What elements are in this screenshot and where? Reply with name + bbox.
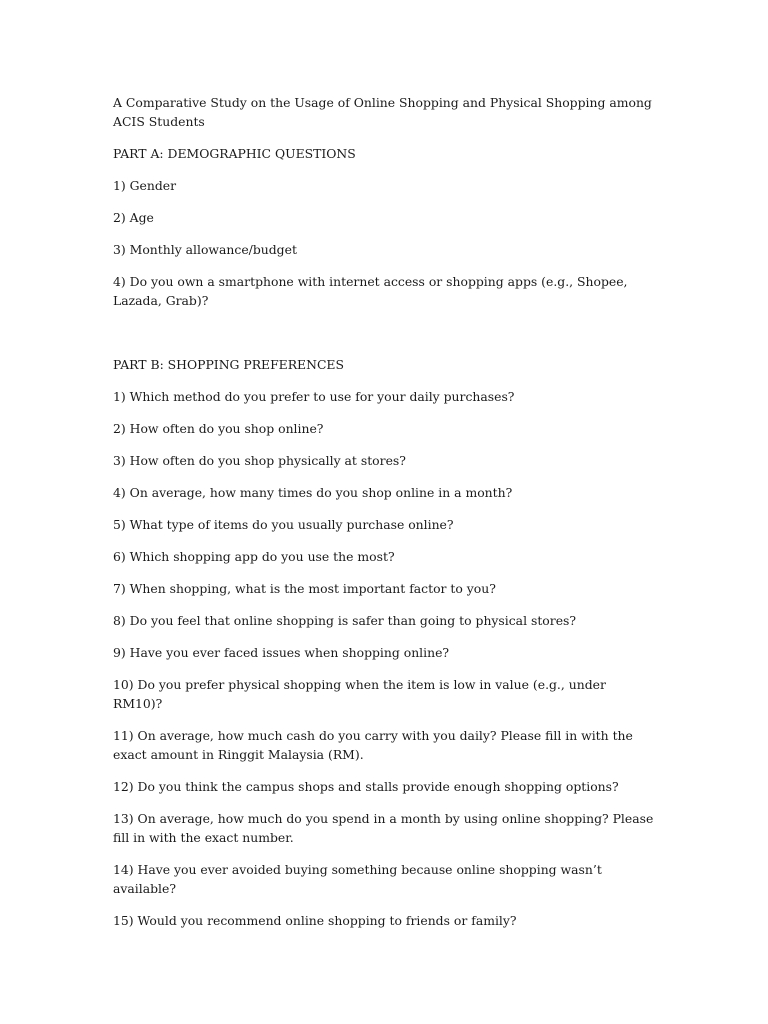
part-b-question-10: 10) Do you prefer physical shopping when the item is low in value (e.g., under RM10)? bbox=[113, 677, 606, 711]
part-b-question-2: 2) How often do you shop online? bbox=[113, 421, 324, 436]
part-b-question-6: 6) Which shopping app do you use the most? bbox=[113, 549, 395, 564]
document-title: A Comparative Study on the Usage of Online Shopping and Physical Shopping among ACIS Students bbox=[113, 95, 652, 129]
part-b-question-14: 14) Have you ever avoided buying something because online shopping wasn’t available? bbox=[113, 862, 602, 896]
part-b-question-8: 8) Do you feel that online shopping is safer than going to physical stores? bbox=[113, 613, 577, 628]
part-b-heading: PART B: SHOPPING PREFERENCES bbox=[113, 357, 344, 372]
part-a-question-4: 4) Do you own a smartphone with internet access or shopping apps (e.g., Shopee, Lazada, Grab)? bbox=[113, 274, 628, 308]
part-b-question-7: 7) When shopping, what is the most important factor to you? bbox=[113, 581, 496, 596]
part-a-question-3: 3) Monthly allowance/budget bbox=[113, 242, 297, 257]
part-b-question-5: 5) What type of items do you usually purchase online? bbox=[113, 517, 454, 532]
part-b-question-1: 1) Which method do you prefer to use for your daily purchases? bbox=[113, 389, 515, 404]
part-a-question-2: 2) Age bbox=[113, 210, 154, 225]
part-b-question-11: 11) On average, how much cash do you carry with you daily? Please fill in with the exact amount in Ringgit Malaysia (RM). bbox=[113, 728, 633, 762]
part-b-question-13: 13) On average, how much do you spend in a month by using online shopping? Please fill in with the exact number. bbox=[113, 811, 654, 845]
part-b-question-3: 3) How often do you shop physically at stores? bbox=[113, 453, 406, 468]
part-b-question-9: 9) Have you ever faced issues when shopping online? bbox=[113, 645, 450, 660]
part-b-question-4: 4) On average, how many times do you shop online in a month? bbox=[113, 485, 513, 500]
part-b-question-12: 12) Do you think the campus shops and stalls provide enough shopping options? bbox=[113, 779, 619, 794]
part-b-question-15: 15) Would you recommend online shopping to friends or family? bbox=[113, 913, 517, 928]
document-body bbox=[113, 93, 658, 943]
part-a-question-1: 1) Gender bbox=[113, 178, 177, 193]
part-a-heading: PART A: DEMOGRAPHIC QUESTIONS bbox=[113, 146, 356, 161]
